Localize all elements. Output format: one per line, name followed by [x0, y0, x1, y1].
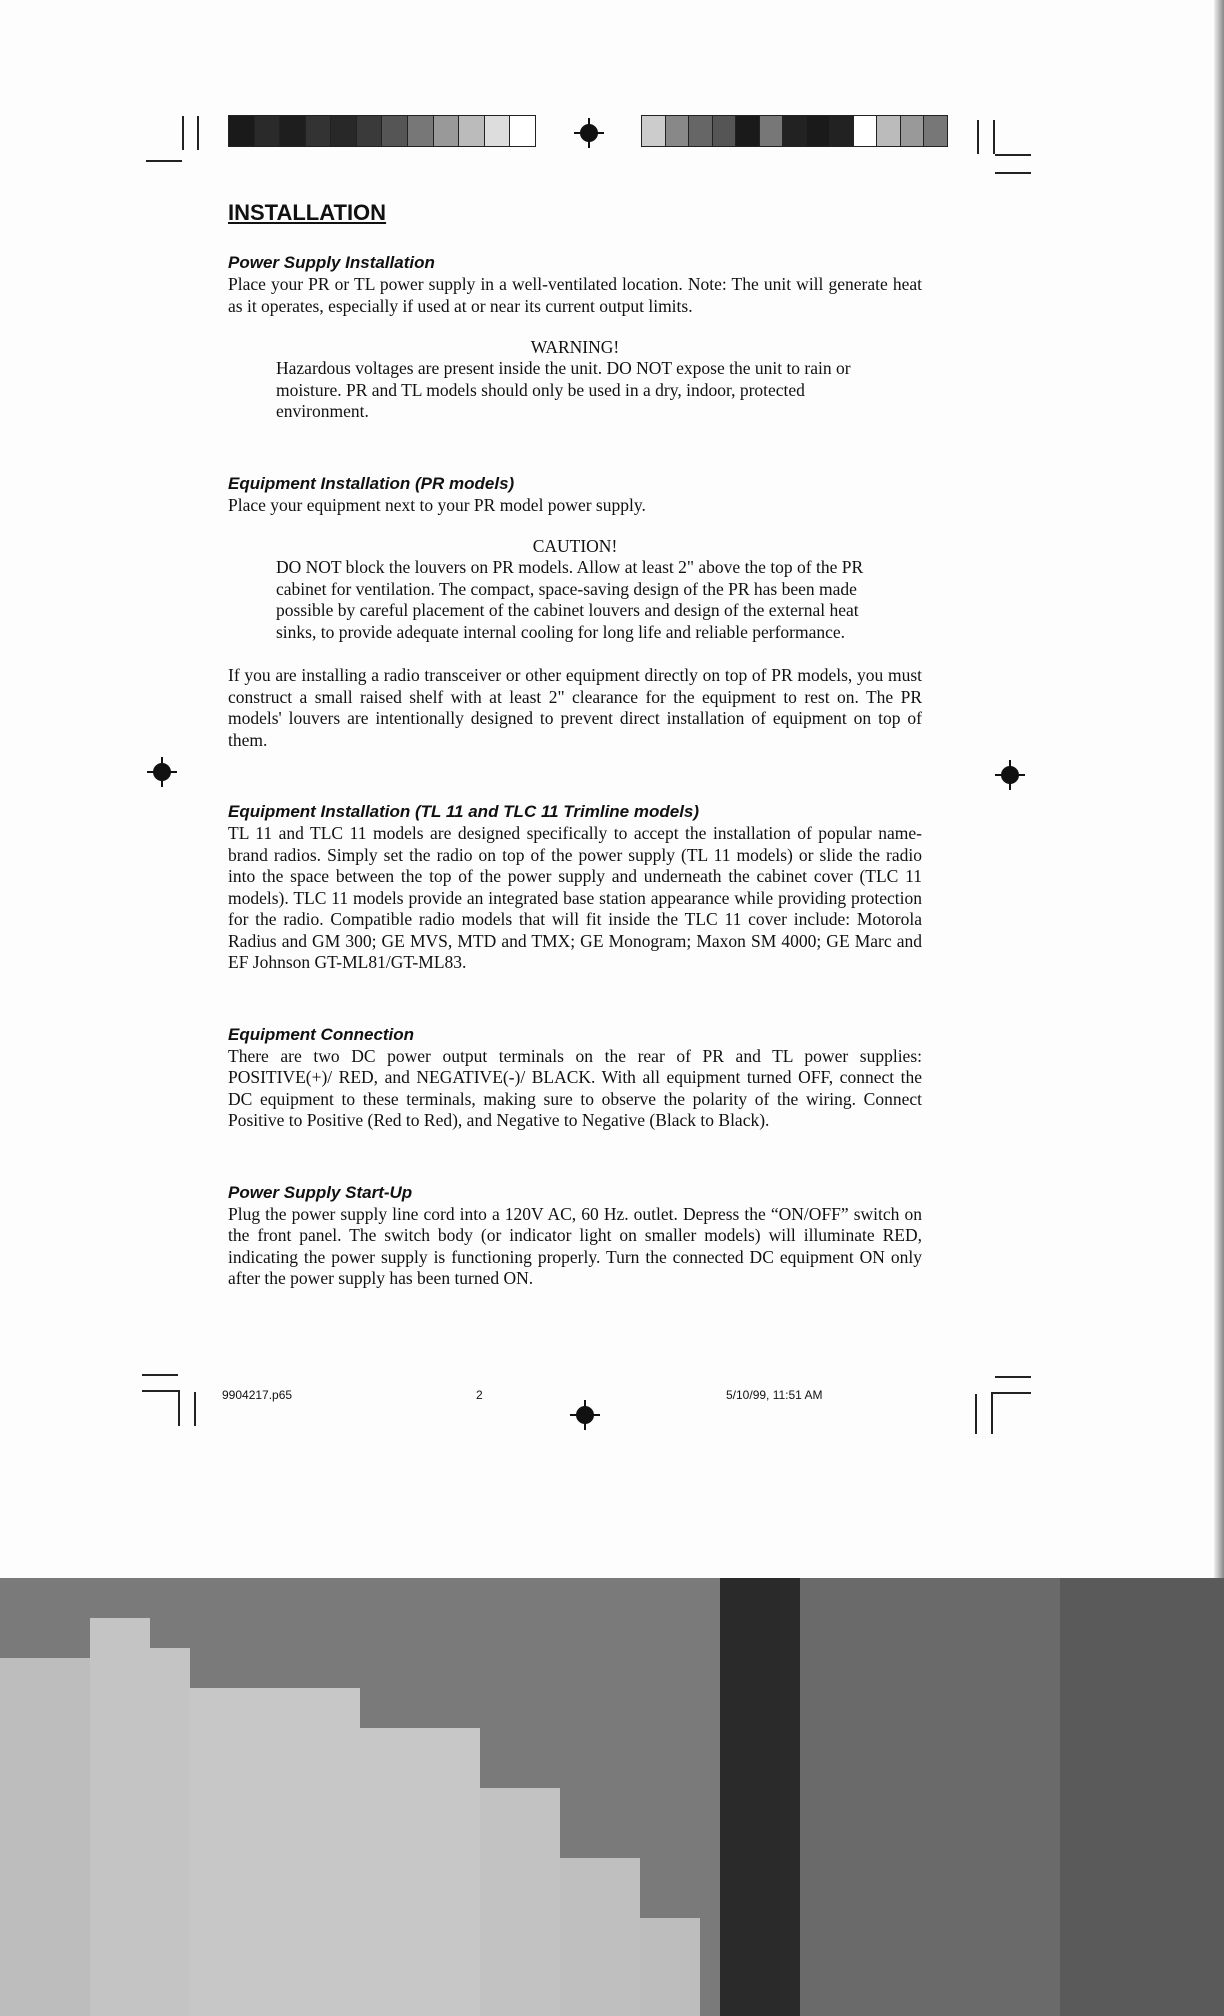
crop-mark-top-right: [995, 172, 1031, 174]
crop-mark-top-right: [993, 120, 995, 154]
crosshair-target-icon: [570, 1400, 600, 1430]
section-paragraph: Place your equipment next to your PR model power supply.: [228, 494, 646, 515]
section-title: Equipment Installation (PR models): [228, 473, 515, 493]
section-paragraph: Place your PR or TL power supply in a well-ventilated location. Note: The unit will generate heat as it operates, especially if used at or near its current output limits.: [228, 274, 922, 316]
notice-body: DO NOT block the louvers on PR models. Allow at least 2" above the top of the PR cabinet for ventilation. The compact, space-saving design of the PR has been made possible by careful placement of the cabinet louvers and design of the external heat sinks, to provide adequate internal cooling for long life and reliable performance.: [276, 557, 864, 642]
footer-filename: 9904217.p65: [222, 1388, 293, 1402]
notice-body: Hazardous voltages are present inside the unit. DO NOT expose the unit to rain or moisture. PR and TL models should only be used in a dry, indoor, protected environment.: [276, 358, 851, 421]
section-title: Power Supply Installation: [228, 253, 435, 272]
crop-mark-bottom-left: [142, 1390, 178, 1392]
section-paragraph: Plug the power supply line cord into a 120V AC, 60 Hz. outlet. Depress the “ON/OFF” switch on the front panel. The switch body (or indicator light on smaller models) will illuminate RED, indicating the power supply is functioning properly. Turn the connected DC equipment ON only after the power supply has been turned ON.: [228, 1203, 922, 1288]
crop-mark-bottom-right: [991, 1394, 993, 1434]
warning-notice: [276, 337, 874, 423]
color-calibration-bar-right: [641, 115, 948, 147]
section-power-supply-start-up: [228, 1182, 922, 1290]
color-calibration-bar-left: [228, 115, 536, 147]
page-title: INSTALLATION: [228, 200, 387, 225]
crosshair-target-icon: [995, 760, 1025, 790]
footer-timestamp: 5/10/99, 11:51 AM: [726, 1388, 823, 1402]
section-title: Power Supply Start-Up: [228, 1182, 413, 1202]
notice-title: WARNING!: [530, 337, 620, 357]
section-equipment-installation-tl: [228, 801, 922, 974]
crop-mark-top-left: [146, 160, 182, 162]
crop-mark-top-left: [197, 116, 199, 150]
crop-mark-top-right: [995, 154, 1031, 156]
crosshair-target-icon: [147, 757, 177, 787]
crop-mark-bottom-left: [142, 1374, 178, 1376]
footer-page-number: 2: [476, 1388, 483, 1402]
section-paragraph: TL 11 and TLC 11 models are designed specifically to accept the installation of popular name-brand radios. Simply set the radio on top of the power supply (TL 11 models) or slide the radio into the space between the top of the power supply and underneath the cabinet cover (TLC 11 models). TLC 11 models provide an integrated base station appearance while providing protection for the radio. Compatible radio models that will fit inside the TLC 11 cover include: Motorola Radius and GM 300; GE MVS, MTD and TMX; GE Monogram; Maxon SM 4000; GE Marc and EF Johnson GT-ML81/GT-ML83.: [228, 823, 922, 972]
section-paragraph: There are two DC power output terminals on the rear of PR and TL power supplies: POSITIVE(+)/ RED, and NEGATIVE(-)/ BLACK. With all equipment turned OFF, connect the DC equipment to these terminals, making sure to observe the polarity of the wiring. Connect Positive to Positive (Red to Red), and Negative to Negative (Black to Black).: [228, 1045, 922, 1130]
caution-notice: [276, 536, 874, 643]
crosshair-target-icon: [574, 118, 604, 148]
document-body: [228, 200, 922, 1290]
crop-mark-bottom-left: [194, 1392, 196, 1426]
page-edge-shadow: [1214, 0, 1224, 1578]
crop-mark-bottom-right: [975, 1394, 977, 1434]
section-equipment-installation-pr: [228, 473, 922, 752]
section-power-supply-installation: [228, 252, 922, 423]
crop-mark-top-left: [182, 116, 184, 150]
crop-mark-bottom-right: [995, 1376, 1031, 1378]
scanner-background: [0, 1578, 1224, 2016]
crop-mark-bottom-right: [991, 1392, 1031, 1394]
crop-mark-top-right: [977, 120, 979, 154]
section-paragraph: If you are installing a radio transceiver or other equipment directly on top of PR models, you must construct a small raised shelf with at least 2" clearance for the equipment to rest on. The PR models' louvers are intentionally designed to prevent direct installation of equipment on top of them.: [228, 665, 922, 750]
section-title: Equipment Installation (TL 11 and TLC 11 Trimline models): [228, 802, 700, 821]
crop-mark-bottom-left: [178, 1390, 180, 1426]
section-equipment-connection: [228, 1024, 922, 1132]
section-title: Equipment Connection: [228, 1024, 415, 1044]
notice-title: CAUTION!: [532, 536, 618, 556]
